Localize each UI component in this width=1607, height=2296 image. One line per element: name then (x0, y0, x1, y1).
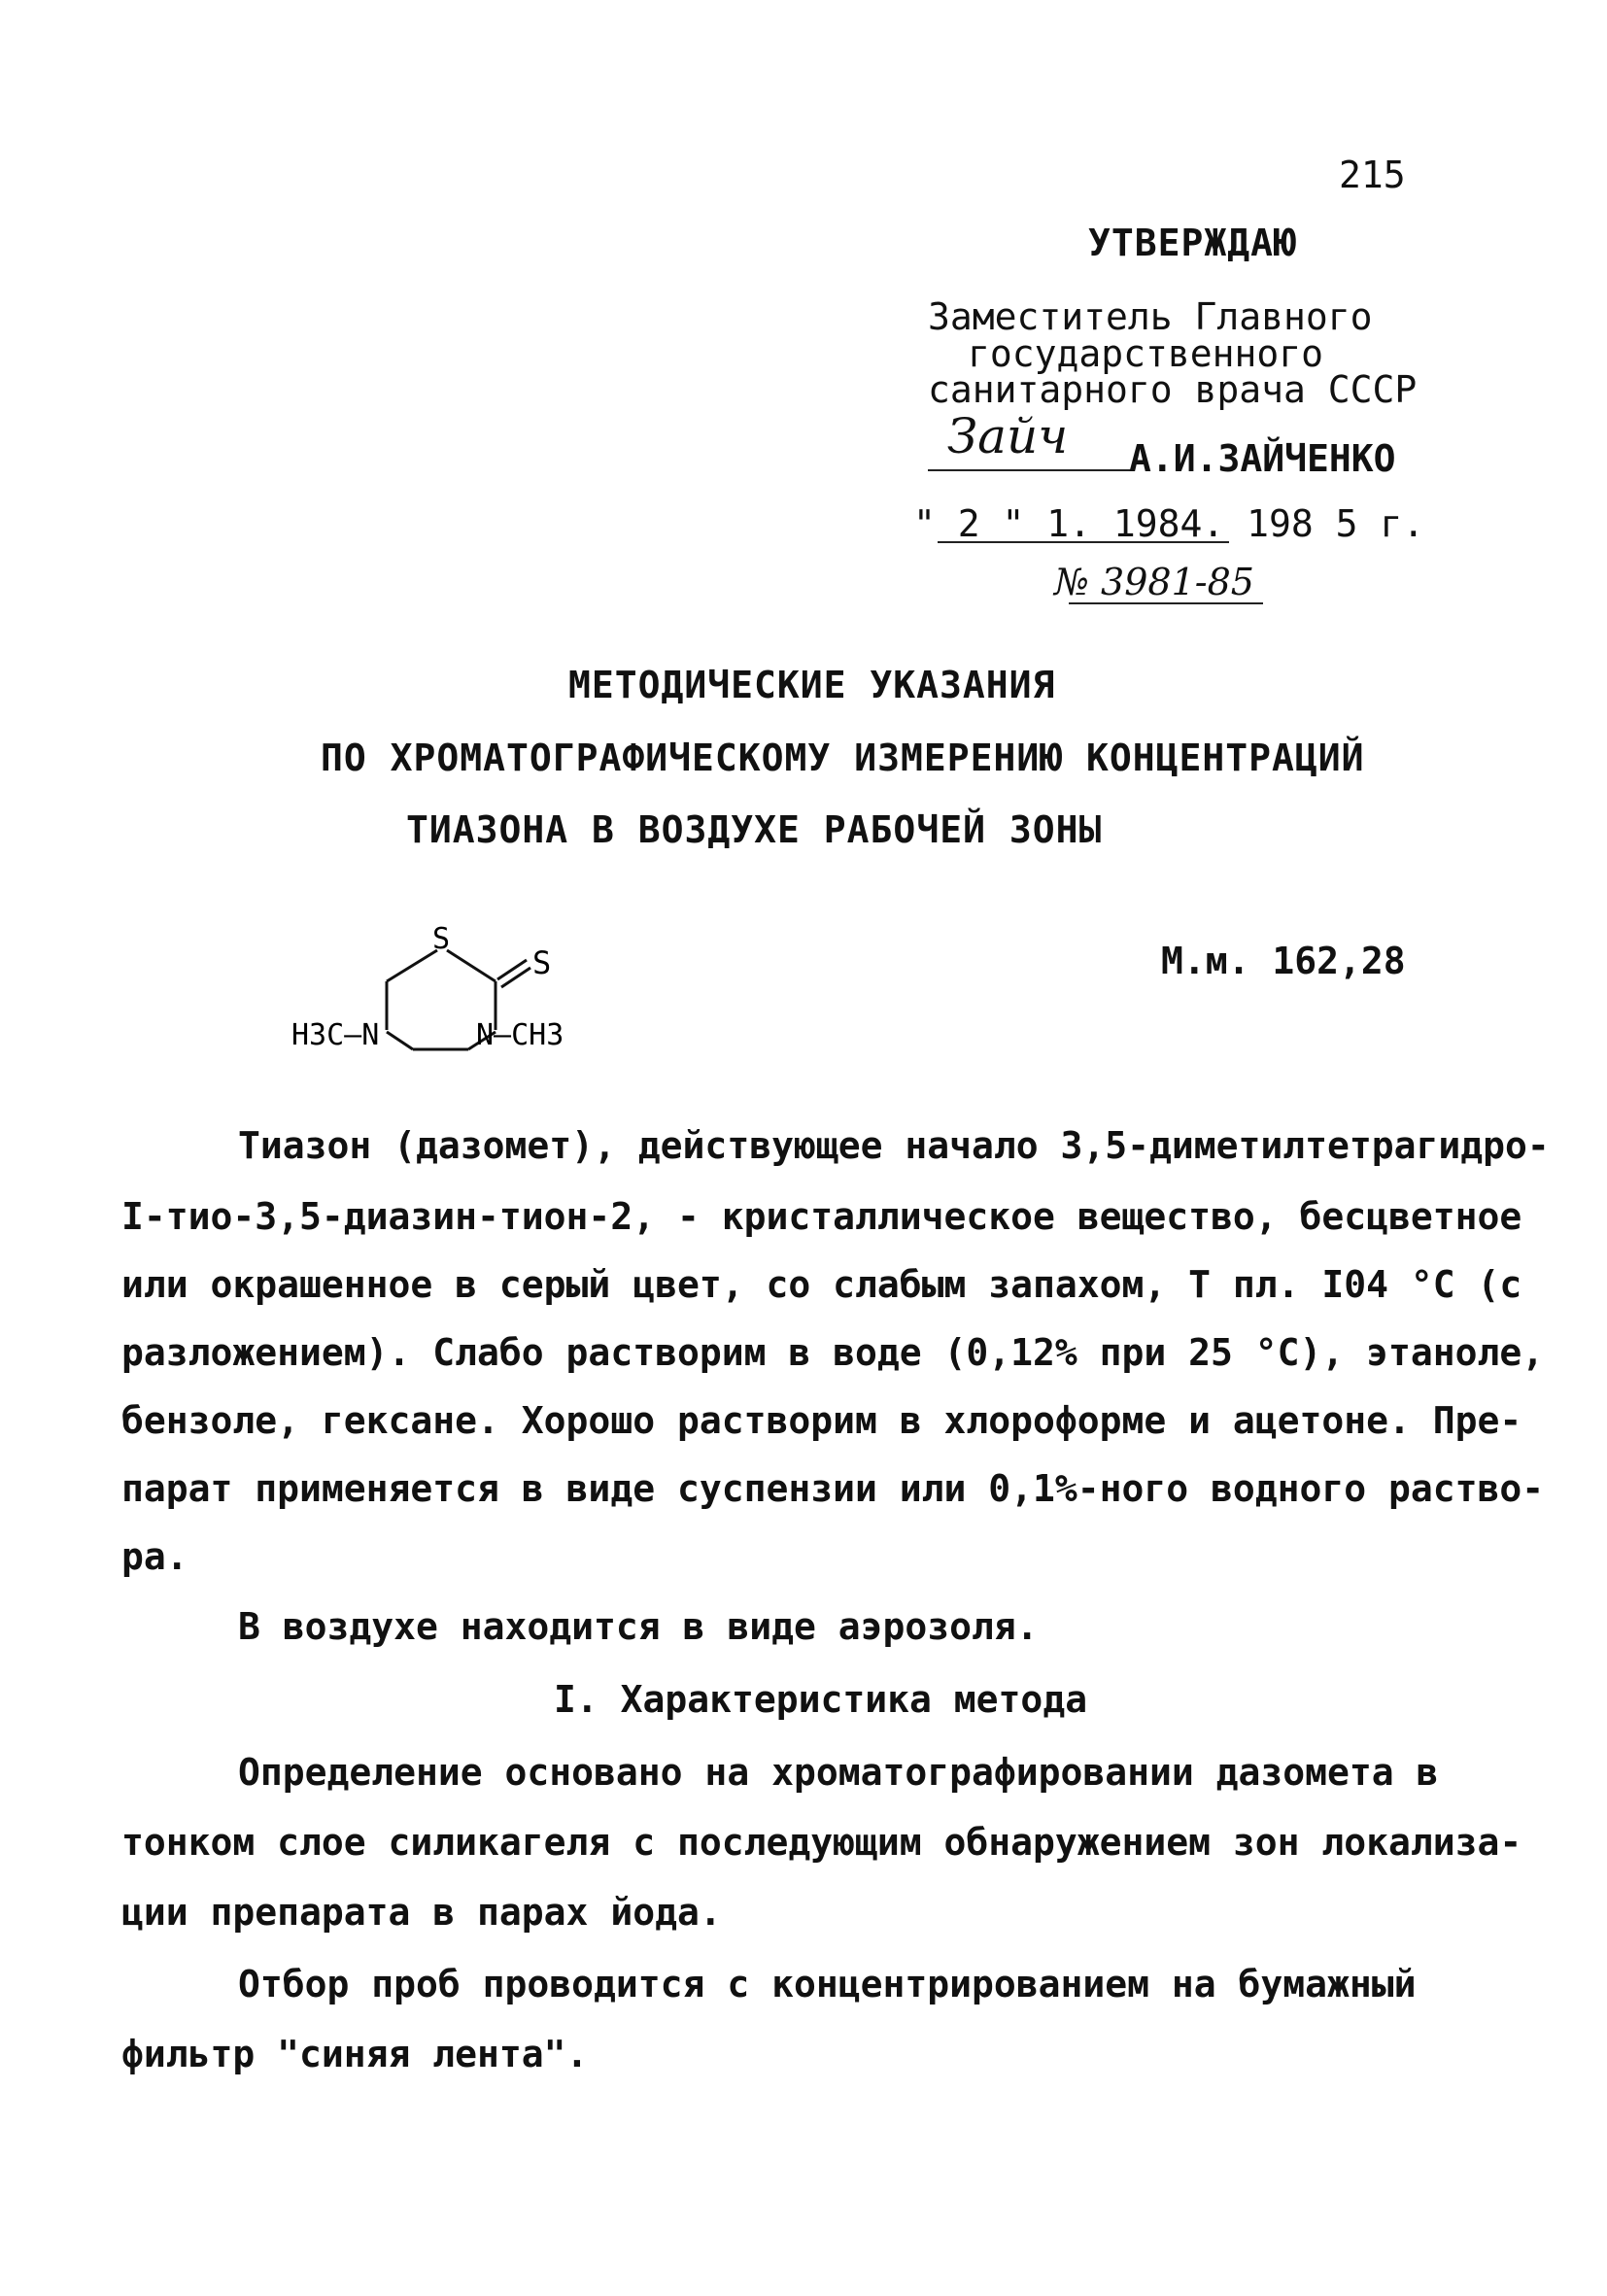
paragraph-line: В воздухе находится в виде аэрозоля. (238, 1605, 1039, 1648)
right-methyl-group: N—CH3 (476, 1018, 564, 1052)
document-number: № 3981-85 (1054, 561, 1254, 603)
paragraph-line: или окрашенное в серый цвет, со слабым запахом, Т пл. I04 °С (с (121, 1263, 1522, 1306)
document-title-line: ТИАЗОНА В ВОЗДУХЕ РАБОЧЕЙ ЗОНЫ (406, 808, 1103, 851)
handwritten-signature: Зайч (947, 408, 1069, 464)
structural-formula (282, 923, 632, 1079)
left-methyl-group: H3C—N (291, 1018, 380, 1052)
sulfur-ring-atom: S (432, 923, 451, 956)
paragraph-line: Тиазон (дазомет), действующее начало 3,5-диметилтетрагидро- (238, 1124, 1550, 1167)
paragraph-line: ра. (121, 1535, 188, 1578)
approval-heading: УТВЕРЖДАЮ (1088, 222, 1297, 264)
approver-title-line: Заместитель Главного (928, 295, 1373, 338)
date-underline (938, 541, 1229, 543)
paragraph-line: парат применяется в виде суспензии или 0,1%-ного водного раство- (121, 1467, 1545, 1510)
paragraph-line: тонком слое силикагеля с последующим обнаружением зон локализа- (121, 1821, 1522, 1864)
paragraph-line: Отбор проб проводится с концентрированием на бумажный (238, 1963, 1417, 2005)
thione-sulfur-atom: S (532, 944, 552, 981)
approval-date: " 2 " 1. 1984. 198 5 г. (913, 502, 1425, 545)
paragraph-line: Определение основано на хроматографировании дазомета в (238, 1751, 1439, 1794)
paragraph-line: бензоле, гексане. Хорошо растворим в хлороформе и ацетоне. Пре- (121, 1399, 1522, 1442)
paragraph-line: фильтр "синяя лента". (121, 2033, 589, 2075)
approver-title-line: санитарного врача СССР (928, 368, 1418, 411)
signature-line (928, 469, 1132, 471)
approver-title-line: государственного (968, 332, 1324, 375)
paragraph-line: разложением). Слабо растворим в воде (0,12% при 25 °С), этаноле, (121, 1331, 1545, 1374)
paragraph-line: ции препарата в парах йода. (121, 1891, 722, 1934)
section-heading: I. Характеристика метода (554, 1678, 1088, 1721)
paragraph-line: I-тио-3,5-диазин-тион-2, - кристаллическое вещество, бесцветное (121, 1195, 1522, 1238)
document-number-underline (1069, 602, 1263, 604)
document-title-line: МЕТОДИЧЕСКИЕ УКАЗАНИЯ (568, 664, 1056, 706)
document-title-line: ПО ХРОМАТОГРАФИЧЕСКОМУ ИЗМЕРЕНИЮ КОНЦЕНТРАЦИЙ (321, 737, 1365, 779)
approver-name: А.И.ЗАЙЧЕНКО (1129, 437, 1396, 480)
page-number: 215 (1339, 154, 1406, 196)
molar-mass: М.м. 162,28 (1161, 940, 1406, 982)
